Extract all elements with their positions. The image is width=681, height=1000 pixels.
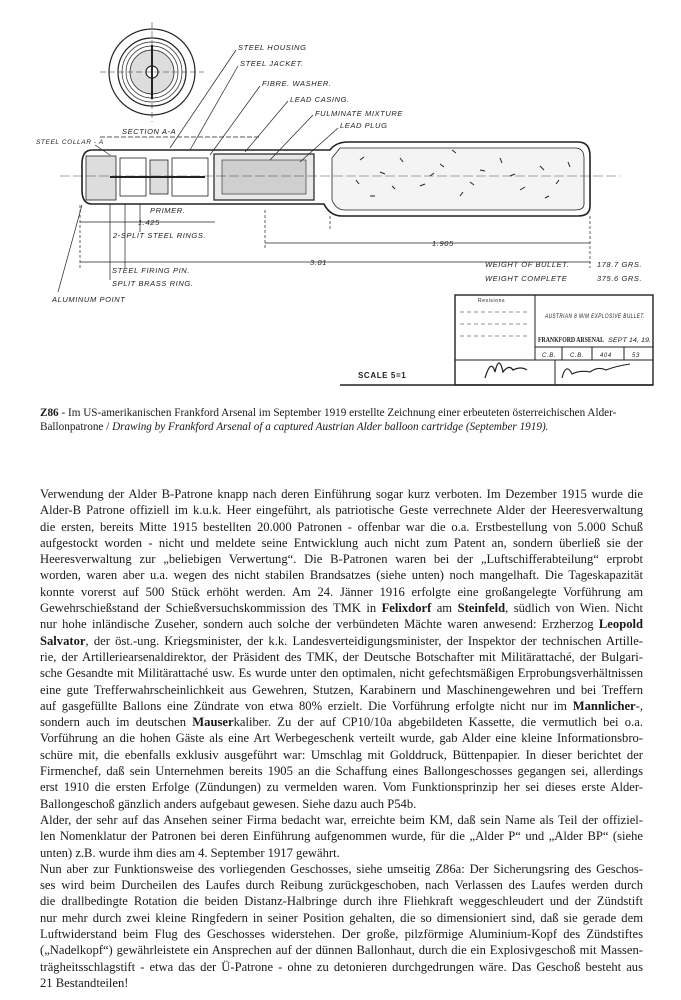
text-line: konnte vorerst auf 500 Stück erhöht werden. Am 24. Jänner 1916 erfolgte eine großangelegte Vorführung am — [40, 584, 643, 599]
label-scale: SCALE 5=1 — [358, 371, 407, 380]
text-line: Salvator, der öst.-ung. Kriegsminister, der k.k. Landesverteidigungsminister, der Inspektor der technischen Artille- — [40, 633, 643, 648]
caption-german: - Im US-amerikanischen Frankford Arsenal im September 1919 erstellte Zeichnung einer erbeuteten österreichischen Alder-Ballonpatrone / — [40, 407, 617, 433]
text-line: Vorführung an die hohen Gäste als eine Art Werbegeschenk verteilt wurde, gab Alder eine kleine Informationsbro- — [40, 731, 643, 746]
text-line: trägheitsschlagstift - etwa das der Ü-Patrone - ohne zu detonieren durchgedrungen wäre. Das Geschoß besteht aus — [40, 959, 643, 974]
section-view-circle — [100, 22, 204, 122]
label-steel-housing: STEEL HOUSING — [238, 43, 307, 52]
text-line: unten) z.B. wurde ihm dies am 4. September 1917 gewährt. — [40, 845, 340, 860]
label-fulminate: FULMINATE MIXTURE — [315, 109, 403, 118]
text-line: len Nomenklatur der Patronen bei deren Einführung aufgenommen wurde, für die „Alder P“ und „Alder BP“ (siehe — [40, 829, 643, 844]
dim-1905: 1.905 — [432, 239, 454, 248]
label-steel-jacket: STEEL JACKET. — [240, 59, 304, 68]
label-lead-plug: LEAD PLUG — [340, 121, 388, 130]
text-line: („Nadelkopf“) gewährleistete ein Ansprechen auf der dünnen Ballonhaut, durch die ein Explosivgeschoß mit Massen- — [40, 943, 643, 958]
text-line: auf gasgefüllte Ballons eine Zündrate von etwa 80% erzielt. Die Vorführung erfolgte nicht nur im Mannlicher-, — [40, 698, 643, 713]
title-block-title: AUSTRIAN 8 M/M EXPLOSIVE BULLET. — [544, 313, 645, 320]
caption-english: Drawing by Frankford Arsenal of a captured Austrian Alder balloon cartridge (September 1919). — [112, 421, 549, 433]
label-fibre-washer: FIBRE. WASHER. — [262, 79, 332, 88]
text-line: sondern auch im deutschen Mauserkaliber. Zu der auf CP10/10a abgebildeten Kassette, die vermutlich bei o.a. — [40, 715, 643, 730]
text-line: erst 1910 die ersten Erfolge (Zündungen) zu vermelden waren. Vom Funktionsprinzip her sei dieses erste Alder- — [40, 780, 643, 795]
bold-term: Salvator — [40, 633, 86, 648]
weight-bullet-value: 178.7 GRS. — [597, 260, 643, 269]
text-line: 21 Bestandteilen! — [40, 975, 129, 990]
title-block-date: SEPT 14, 19. — [608, 338, 651, 344]
figure-caption — [40, 406, 645, 434]
weight-complete-label: WEIGHT COMPLETE — [485, 274, 568, 283]
text-line: schüre mit, die ebenfalls exklusiv ausgeführt war: Umschlag mit Golddruck, Büttenpapier. In dieser berichtet der — [40, 747, 643, 762]
text-line: Firmenchef, daß sein Unternehmen bereits 1905 an die Schaffung eines Ballongeschosses gegangen sei, allerdings — [40, 764, 643, 779]
text-line: rie, der Artilleriearsenaldirektor, der Präsident des TMK, der Deutsche Botschafter mit Militärattaché, der Bulgari- — [40, 649, 643, 664]
label-section: SECTION A-A — [122, 127, 177, 136]
label-firing-pin: STEEL FIRING PIN. — [112, 266, 190, 275]
label-aluminum-point: ALUMINUM POINT — [52, 295, 126, 304]
text-line: sche Gesandte mit Militärattaché usw. Es wurde unter den optimalen, nicht gefechtsmäßigen Erprobungsverhältnissen — [40, 666, 643, 681]
text-line: eine gute Trefferwahrscheinlichkeit aus Gewehren, Stutzen, Karabinern und Maschinengewehren und bei Treffern — [40, 682, 643, 697]
title-block-cell: 53 — [632, 353, 640, 359]
caption-id: Z86 — [40, 407, 59, 419]
dim-1425: 1.425 — [138, 218, 160, 227]
bold-term: Mannlicher — [572, 698, 636, 713]
label-lead-casing: LEAD CASING. — [290, 95, 350, 104]
label-brass-ring: SPLIT BRASS RING. — [112, 279, 194, 288]
text-line: Verwendung der Alder B-Patrone knapp nach deren Einführung sogar kurz verboten. Im Dezember 1915 wurde die — [40, 487, 643, 501]
text-line: die drallbedingte Rotation die beiden Distanz-Halbringe durch ihre Fliehkraft weggeschleudert und der Zündstift — [40, 894, 643, 909]
title-block-cell: C.B. — [570, 353, 585, 359]
weight-complete-value: 375.6 GRS. — [597, 274, 643, 283]
text-line: nur hohe inländische Zuseher, sondern auch solche der verbündeten Mächte waren anwesend: Erzherzog Leopold — [40, 617, 643, 632]
text-line: Nun aber zur Funktionsweise des vorliegenden Geschosses, siehe umseitig Z86a: Der Sicherungsring des Geschos- — [40, 861, 643, 876]
text-line: ses wird beim Durcheilen des Laufes durch Reibung zurückgeschoben, nach Verlassen des Laufes werden durch — [40, 878, 643, 893]
bold-term: Steinfeld — [457, 601, 506, 616]
text-line: Alder-B Patrone offiziell im k.u.k. Heer eingeführt, als patriotische Geste verrechnete Alder der Heeresverwaltung — [40, 503, 643, 518]
text-line: Heeresverwaltung zur „beliebigen Verwertung“. Die B-Patronen waren bei der „Luftschifferabteilung“ erprobt — [40, 552, 643, 567]
text-line: Gewehrschießstand der Schießversuchskommission des TMK in Felixdorf am Steinfeld, südlich von Wien. Nicht — [40, 601, 643, 616]
label-steel-collar: STEEL COLLAR - A — [36, 139, 104, 146]
text-line: Ballongeschoß gänzlich anders aufgebaut gewesen. Siehe dazu auch P54b. — [40, 796, 417, 811]
bullet-cross-section — [60, 142, 620, 216]
weight-bullet-label: WEIGHT OF BULLET. — [485, 260, 570, 269]
text-line: nur mehr durch zwei kleine Ringfedern in seiner Position gehalten, die so dimensioniert sind, daß sie gerade dem — [40, 910, 643, 925]
text-line: aufgestockt worden - nicht und meldete seine Entwicklung auch nicht zum Patent an, sondern überließ sie der — [40, 535, 643, 550]
text-line: die ersten, bereits Mitte 1915 bestellten 20.000 Patronen - offenbar war die o.a. Erstbestellung von 5.000 Schuß — [40, 519, 643, 534]
text-line: Luftwiderstand beim Flug des Geschosses widerstehen. Der große, pilzförmige Aluminium-Kopf des Zündstiftes — [40, 927, 643, 942]
body-text — [40, 486, 643, 991]
text-line: worden, waren aber u.a. wegen des nicht stabilen Brandsatzes (siehe unten) noch mangelhaft. Die Tageskapazität — [40, 568, 643, 583]
bold-term: Leopold — [598, 617, 643, 632]
title-block-arsenal: FRANKFORD ARSENAL — [538, 336, 605, 344]
dim-301: 3.01 — [310, 258, 327, 267]
text-line: Alder, der sehr auf das Ansehen seiner Firma bedacht war, erreichte beim KM, daß sein Name als Teil der offiziel- — [40, 812, 643, 827]
title-block-revisions: Revisions — [478, 298, 506, 304]
technical-drawing — [0, 0, 681, 400]
bold-term: Mauser — [192, 715, 234, 730]
title-block-cell: 404 — [600, 353, 612, 359]
bold-term: Felixdorf — [381, 601, 432, 616]
label-primer: PRIMER. — [150, 206, 186, 215]
label-split-rings: 2-SPLIT STEEL RINGS. — [113, 231, 207, 240]
title-block-cell: C.B. — [542, 353, 557, 359]
